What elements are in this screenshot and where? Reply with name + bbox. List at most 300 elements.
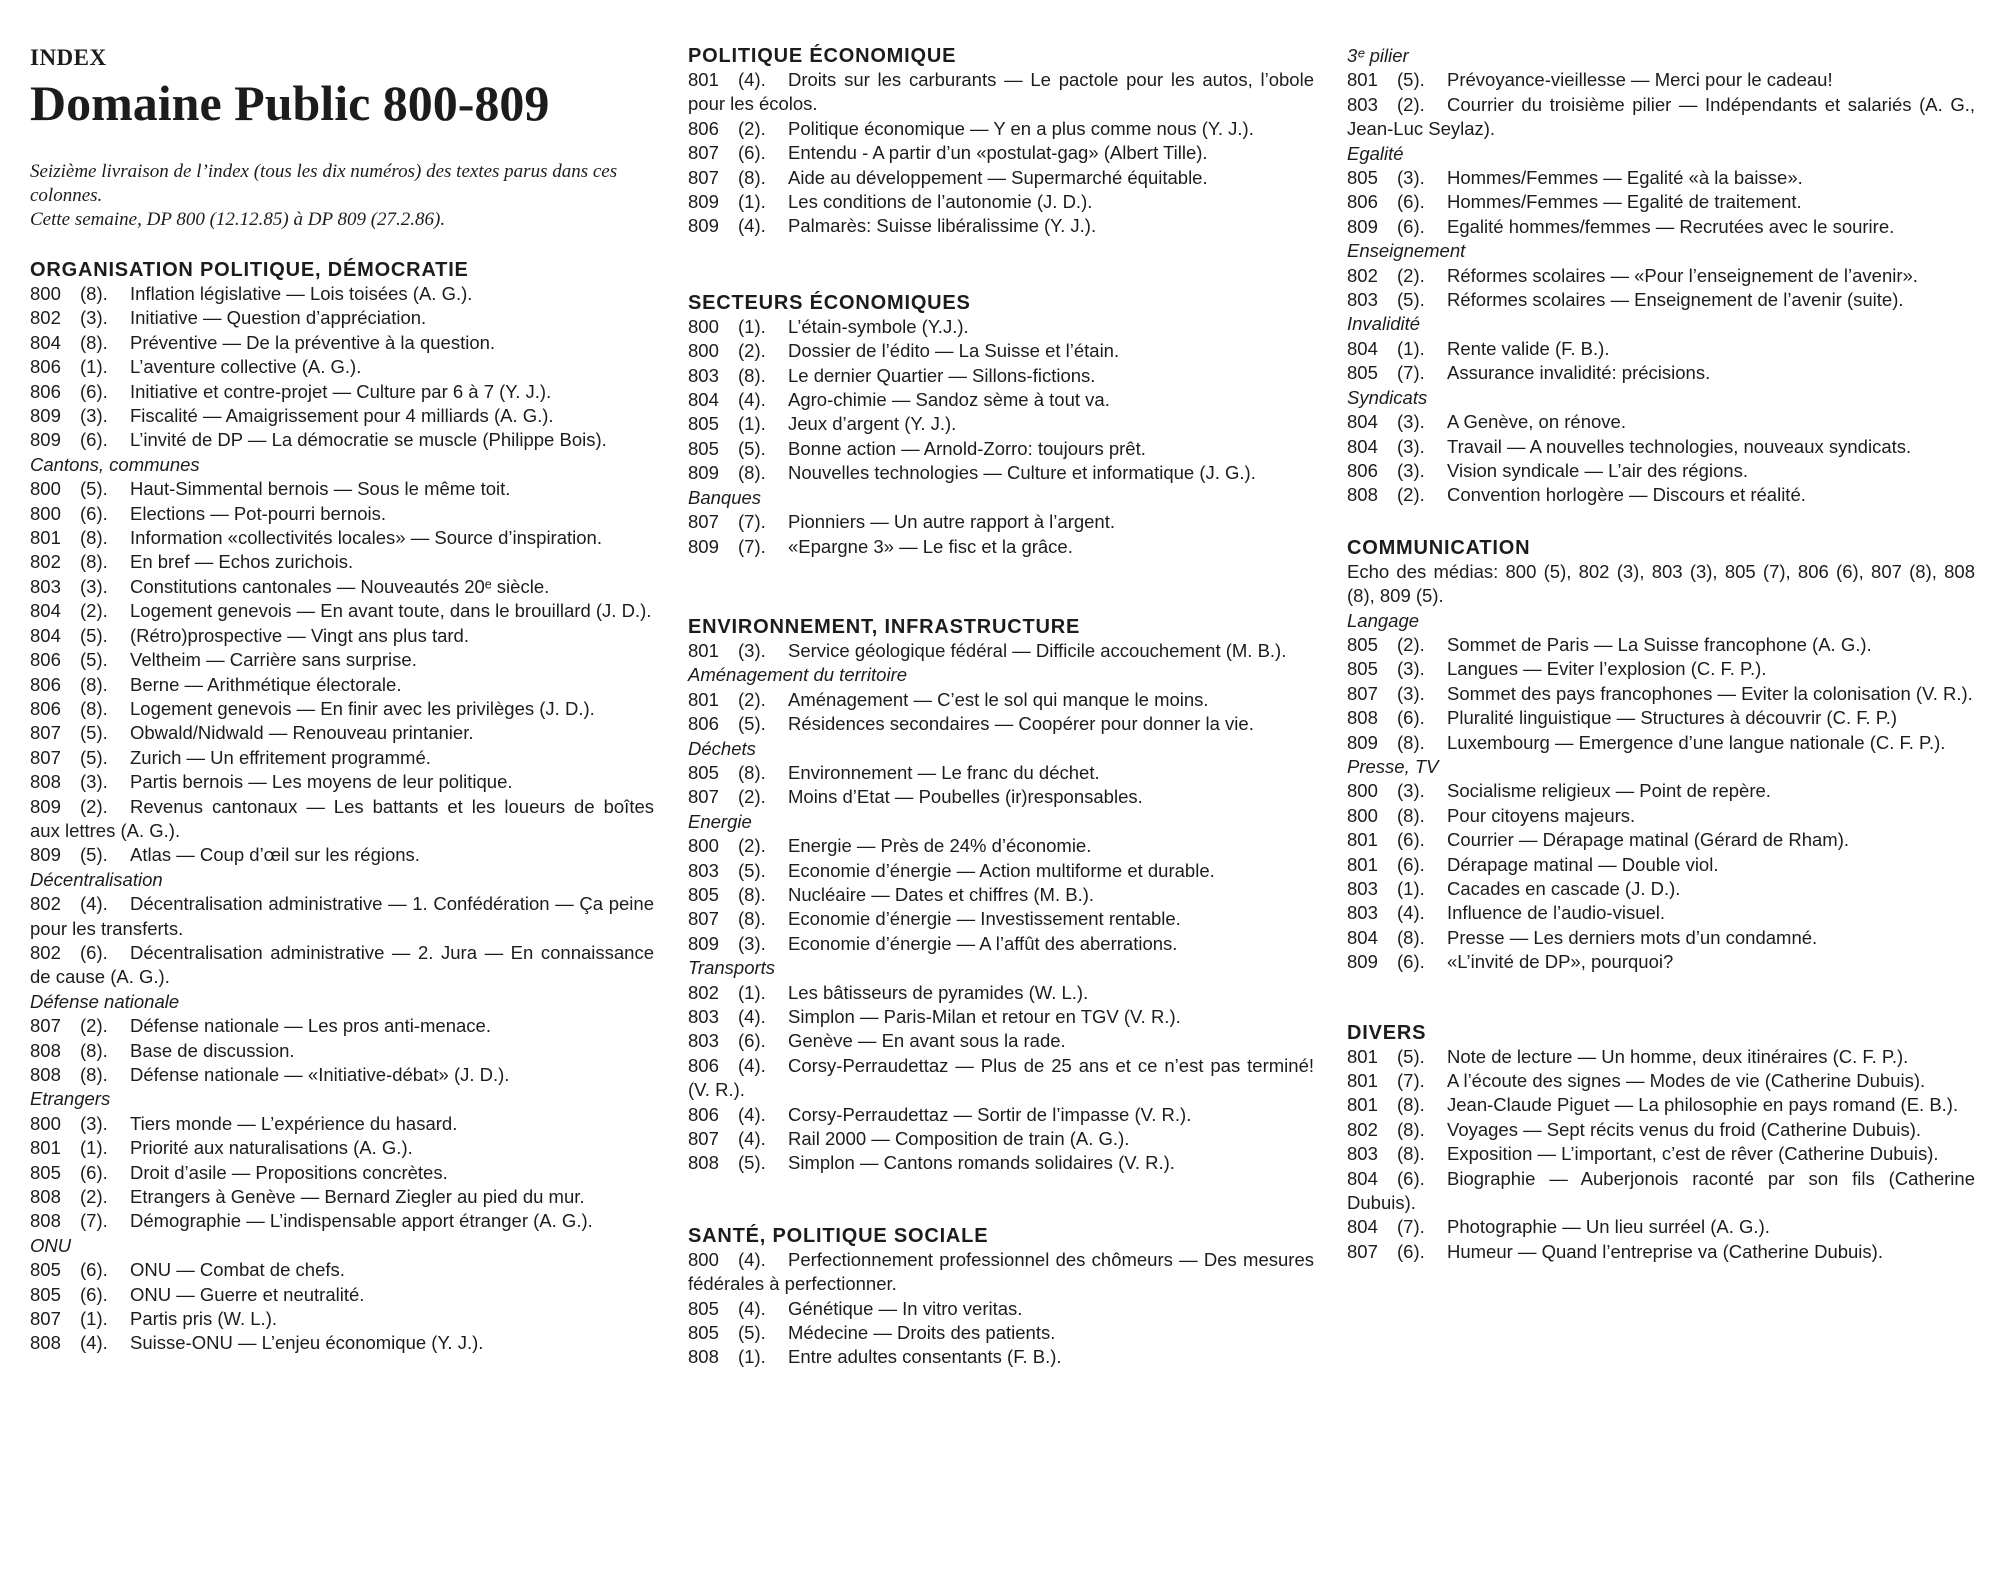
page-ref: (5). [80,844,108,866]
entry-text: Pour citoyens majeurs. [1447,804,1636,826]
page-ref: (3). [738,639,766,661]
issue-number: 805 [30,1283,61,1305]
issue-number: 802 [30,551,61,573]
index-entry [688,190,1314,214]
page-ref: (7). [738,535,766,557]
index-entry [1347,1118,1975,1142]
page-ref: (3). [80,575,108,597]
entry-text: Jeux d’argent (Y. J.). [788,413,957,435]
index-entry [30,380,654,404]
page-ref: (3). [1397,658,1425,680]
entry-text: Partis pris (W. L.). [130,1308,277,1330]
entry-text: Langues — Eviter l’explosion (C. F. P.). [1447,658,1767,680]
index-entry [30,673,654,697]
entry-text: Obwald/Nidwald — Renouveau printanier. [130,722,474,744]
entry-text: Défense nationale — «Initiative-débat» (J. D.). [130,1064,510,1085]
index-entry [30,428,654,452]
page-ref: (8). [738,364,766,386]
index-entry [1347,459,1975,483]
entry-text: Egalité hommes/femmes — Recrutées avec le sourire. [1447,215,1895,237]
index-entry [688,1005,1314,1029]
entry-text: Sommet des pays francophones — Eviter la colonisation (V. R.). [1447,682,1973,704]
issue-number: 804 [1347,1216,1378,1238]
issue-number: 804 [30,331,61,353]
entry-text: Aménagement — C’est le sol qui manque le moins. [788,688,1209,710]
page-ref: (8). [1397,1094,1425,1116]
issue-number: 809 [688,535,719,557]
index-entry [30,404,654,428]
page-ref: (4). [738,1128,766,1150]
page-ref: (1). [80,1308,108,1330]
issue-number: 804 [1347,337,1378,359]
index-entry [688,437,1314,461]
entry-text: Note de lecture — Un homme, deux itinéraires (C. F. P.). [1447,1045,1909,1067]
index-entry [1347,1069,1975,1093]
page-ref: (5). [80,722,108,744]
entry-text: Tiers monde — L’expérience du hasard. [130,1112,458,1134]
entry-text: Nucléaire — Dates et chiffres (M. B.). [788,883,1095,905]
page-ref: (5). [738,1152,766,1174]
entry-text: Entendu - A partir d’un «postulat-gag» (Albert Tille). [788,142,1208,164]
issue-number: 804 [30,600,61,622]
page-ref: (5). [738,859,766,881]
entry-text: Réformes scolaires — «Pour l’enseignement de l’avenir». [1447,264,1918,286]
entry-text: Rente valide (F. B.). [1447,337,1610,359]
page-ref: (4). [80,1332,108,1354]
page-ref: (7). [1397,1216,1425,1238]
entry-text: Agro-chimie — Sandoz sème à tout va. [788,389,1110,411]
issue-number: 807 [688,786,719,808]
page-ref: (6). [80,429,108,451]
entry-text: Aide au développement — Supermarché équitable. [788,166,1208,188]
issue-number: 809 [30,429,61,451]
entry-text: Courrier — Dérapage matinal (Gérard de Rham). [1447,829,1850,851]
issue-number: 800 [30,502,61,524]
entry-text: Rail 2000 — Composition de train (A. G.). [788,1128,1130,1150]
entry-text: Droits sur les carburants — Le pactole pour les autos, l’obole pour les écolos. [688,69,1314,115]
entry-text: Convention horlogère — Discours et réalité. [1447,484,1806,506]
issue-number: 801 [1347,69,1378,91]
index-entry [1347,264,1975,288]
index-section [1347,44,1975,508]
issue-number: 802 [30,893,61,915]
index-entry [1347,828,1975,852]
index-entry [688,1248,1314,1297]
page-ref: (5). [738,437,766,459]
entry-text: Pluralité linguistique — Structures à découvrir (C. F. P.) [1447,707,1898,729]
page-ref: (6). [1397,1167,1425,1189]
issue-number: 804 [1347,1167,1378,1189]
section-title: ENVIRONNEMENT, INFRASTRUCTURE [688,615,1081,638]
index-entry [30,746,654,770]
entry-text: Moins d’Etat — Poubelles (ir)responsables. [788,786,1143,808]
index-entry [1347,288,1975,312]
issue-number: 808 [688,1346,719,1368]
page-ref: (5). [80,478,108,500]
index-entry [688,535,1314,559]
page-ref: (5). [80,649,108,671]
index-entry [688,166,1314,190]
entry-text: Simplon — Cantons romands solidaires (V. R.). [788,1152,1175,1174]
page-ref: (2). [738,117,766,139]
page-title: Domaine Public 800-809 [30,75,550,131]
index-entry [30,1014,654,1038]
issue-number: 801 [30,1137,61,1159]
issue-number: 802 [30,307,61,329]
entry-text: Atlas — Coup d’œil sur les régions. [130,844,420,866]
entry-text: Cacades en cascade (J. D.). [1447,878,1681,899]
issue-number: 805 [1347,362,1378,384]
entry-text: Corsy-Perraudettaz — Sortir de l’impasse (V. R.). [788,1103,1192,1125]
issue-number: 801 [688,688,719,710]
index-section [688,1224,1314,1370]
issue-number: 801 [30,527,61,549]
issue-number: 807 [1347,682,1378,704]
index-entry [688,339,1314,363]
index-entry [30,1063,654,1087]
page-ref: (4). [80,893,108,915]
page-ref: (8). [738,761,766,783]
issue-number: 808 [30,1210,61,1232]
index-entry [30,282,654,306]
entry-text: ONU — Guerre et neutralité. [130,1283,365,1305]
page-ref: (8). [1397,731,1425,753]
entry-text: Bonne action — Arnold-Zorro: toujours prêt. [788,437,1146,459]
index-entry [688,1321,1314,1345]
intro-line-1: Seizième livraison de l’index (tous les dix numéros) des textes parus dans ces colonnes. [30,161,618,206]
issue-number: 800 [1347,780,1378,802]
subsection-title: ONU [30,1234,72,1256]
page-ref: (1). [738,981,766,1003]
subsection-title: 3ᵉ pilier [1347,45,1409,66]
entry-text: Socialisme religieux — Point de repère. [1447,780,1771,802]
page-ref: (3). [1397,167,1425,189]
index-entry [1347,93,1975,142]
index-entry [688,859,1314,883]
index-entry [30,1209,654,1233]
issue-number: 808 [1347,484,1378,506]
page-ref: (8). [80,1039,108,1061]
page-ref: (2). [1397,264,1425,286]
page-ref: (3). [80,405,108,427]
index-entry [688,1151,1314,1175]
issue-number: 805 [1347,167,1378,189]
page-ref: (5). [738,713,766,735]
issue-number: 809 [30,405,61,427]
issue-number: 807 [1347,1240,1378,1262]
page-ref: (8). [80,527,108,549]
index-entry [688,1029,1314,1053]
index-entry [688,1297,1314,1321]
entry-text: Perfectionnement professionnel des chômeurs — Des mesures fédérales à perfectionner. [688,1248,1314,1295]
index-entry [688,141,1314,165]
page-ref: (5). [1397,1045,1425,1067]
issue-number: 803 [30,575,61,597]
entry-text: Préventive — De la préventive à la question. [130,331,496,353]
page-ref: (1). [1397,337,1425,359]
entry-text: Travail — A nouvelles technologies, nouveaux syndicats. [1447,435,1912,457]
page-ref: (6). [1397,191,1425,213]
index-entry [688,68,1314,117]
index-entry [688,364,1314,388]
index-entry [688,510,1314,534]
index-kicker: INDEX [30,45,107,70]
index-entry [688,117,1314,141]
page-ref: (2). [1397,633,1425,655]
entry-text: Hommes/Femmes — Egalité de traitement. [1447,191,1802,213]
index-entry [1347,410,1975,434]
issue-number: 803 [1347,902,1378,924]
page-ref: (3). [80,771,108,793]
page-ref: (1). [80,356,108,378]
index-entry [30,892,654,941]
page-ref: (2). [80,1186,108,1208]
page-ref: (7). [80,1210,108,1232]
page-ref: (3). [1397,459,1425,481]
page-ref: (8). [1397,804,1425,826]
entry-text: Photographie — Un lieu surréel (A. G.). [1447,1216,1770,1238]
page-ref: (6). [738,142,766,164]
entry-text: Entre adultes consentants (F. B.). [788,1346,1062,1368]
issue-number: 800 [688,835,719,857]
index-entry [688,1345,1314,1369]
issue-number: 803 [1347,93,1378,115]
page-ref: (8). [1397,1143,1425,1165]
page-ref: (8). [80,331,108,353]
index-entry [30,795,654,844]
page-ref: (3). [1397,682,1425,704]
issue-number: 800 [30,1112,61,1134]
issue-number: 804 [1347,435,1378,457]
index-entry [688,1054,1314,1103]
issue-number: 807 [30,746,61,768]
entry-text: Génétique — In vitro veritas. [788,1297,1023,1319]
entry-text: L’invité de DP — La démocratie se muscle (Philippe Bois). [130,429,607,451]
entry-text: Logement genevois — En avant toute, dans le brouillard (J. D.). [130,600,652,622]
index-entry [1347,1215,1975,1239]
index-entry [1347,166,1975,190]
page-ref: (5). [1397,69,1425,91]
index-entry [1347,926,1975,950]
issue-number: 806 [688,117,719,139]
issue-number: 804 [1347,411,1378,433]
index-entry [30,721,654,745]
index-entry [30,575,654,599]
index-entry [30,697,654,721]
page-ref: (2). [80,600,108,622]
index-entry [30,526,654,550]
index-entry [1347,337,1975,361]
issue-number: 809 [1347,951,1378,973]
entry-text: «L’invité de DP», pourquoi? [1447,951,1674,973]
page-ref: (2). [80,1015,108,1037]
issue-number: 809 [1347,215,1378,237]
issue-number: 809 [30,795,61,817]
index-entry [688,785,1314,809]
subsection-title: Aménagement du territoire [688,664,908,686]
index-section [688,291,1314,559]
index-entry [688,412,1314,436]
entry-text: Corsy-Perraudettaz — Plus de 25 ans et ce n’est pas terminé! (V. R.). [688,1054,1314,1101]
index-section [30,258,654,1356]
index-entry [1347,1093,1975,1117]
entry-text: Haut-Simmental bernois — Sous le même toit. [130,478,511,500]
page-ref: (8). [80,283,108,304]
issue-number: 801 [1347,1070,1378,1092]
issue-number: 807 [688,511,719,533]
index-entry [1347,731,1975,755]
page-ref: (6). [1397,951,1425,973]
issue-number: 803 [688,364,719,386]
index-entry [1347,706,1975,730]
subsection-title: Banques [688,486,762,508]
page-ref: (1). [738,1346,766,1368]
issue-number: 806 [688,1103,719,1125]
intro-line-2: Cette semaine, DP 800 (12.12.85) à DP 809 (27.2.86). [30,209,446,230]
entry-text: L’aventure collective (A. G.). [130,356,362,378]
page-ref: (8). [80,551,108,573]
index-entry [688,981,1314,1005]
issue-number: 807 [688,908,719,930]
index-entry [30,599,654,623]
issue-number: 806 [30,380,61,402]
index-entry [1347,215,1975,239]
index-entry [688,1127,1314,1151]
page-ref: (8). [738,462,766,484]
issue-number: 801 [688,69,719,90]
entry-text: Exposition — L’important, c’est de rêver (Catherine Dubuis). [1447,1143,1939,1165]
issue-number: 807 [688,142,719,164]
subsection-title: Langage [1347,609,1420,631]
index-entry [688,712,1314,736]
page-ref: (4). [1397,902,1425,924]
index-entry [1347,950,1975,974]
entry-text: Politique économique — Y en a plus comme nous (Y. J.). [788,117,1254,139]
subsection-title: Syndicats [1347,386,1428,408]
issue-number: 808 [30,1039,61,1061]
page-ref: (2). [1397,93,1425,115]
entry-text: Energie — Près de 24% d’économie. [788,835,1092,857]
section-title: SECTEURS ÉCONOMIQUES [688,291,971,314]
issue-number: 805 [688,437,719,459]
page-ref: (6). [80,1259,108,1281]
issue-number: 805 [30,1161,61,1183]
entry-text: ONU — Combat de chefs. [130,1259,345,1281]
issue-number: 806 [30,673,61,695]
entry-text: Berne — Arithmétique électorale. [130,673,402,695]
issue-number: 802 [30,941,61,963]
page-ref: (4). [738,1103,766,1125]
index-entry [30,331,654,355]
entry-text: Démographie — L’indispensable apport étranger (A. G.). [130,1210,593,1232]
issue-number: 804 [1347,926,1378,948]
issue-number: 809 [688,215,719,237]
entry-text: L’étain-symbole (Y.J.). [788,315,969,337]
entry-text: Genève — En avant sous la rade. [788,1030,1066,1052]
issue-number: 808 [688,1152,719,1174]
intro-text [30,160,654,232]
entry-text: Sommet de Paris — La Suisse francophone (A. G.). [1447,633,1872,655]
issue-number: 805 [688,1322,719,1344]
entry-text: Information «collectivités locales» — Source d’inspiration. [130,527,602,549]
index-entry [688,834,1314,858]
page-ref: (5). [738,1322,766,1344]
issue-number: 808 [30,771,61,793]
subsection-title: Enseignement [1347,240,1466,262]
index-section [1347,1021,1975,1265]
index-entry [30,306,654,330]
issue-number: 805 [1347,658,1378,680]
index-entry [30,1307,654,1331]
index-entry [688,907,1314,931]
index-entry [1347,657,1975,681]
index-entry [688,761,1314,785]
issue-number: 802 [1347,1118,1378,1140]
entry-text: Nouvelles technologies — Culture et informatique (J. G.). [788,462,1256,484]
entry-text: Pionniers — Un autre rapport à l’argent. [788,511,1116,533]
page-ref: (8). [80,697,108,719]
page-ref: (8). [1397,926,1425,948]
entry-text: Constitutions cantonales — Nouveautés 20ᵉ siècle. [130,575,550,597]
entry-text: Décentralisation administrative — 1. Confédération — Ça peine pour les transferts. [30,893,654,939]
issue-number: 800 [1347,804,1378,826]
index-entry [688,388,1314,412]
index-entry [688,214,1314,238]
entry-text: Jean-Claude Piguet — La philosophie en pays romand (E. B.). [1447,1094,1959,1116]
index-entry [30,624,654,648]
index-entry [30,550,654,574]
issue-number: 806 [688,1054,719,1076]
index-entry [688,1103,1314,1127]
page-ref: (6). [80,380,108,402]
entry-text: Initiative et contre-projet — Culture par 6 à 7 (Y. J.). [130,380,552,402]
issue-number: 809 [688,462,719,484]
entry-text: Economie d’énergie — A l’affût des aberrations. [788,932,1178,954]
page-ref: (4). [738,389,766,411]
index-entry [688,639,1314,663]
index-entry [30,1283,654,1307]
index-entry [688,932,1314,956]
page-ref: (1). [738,413,766,435]
index-entry [30,1185,654,1209]
entry-text: Veltheim — Carrière sans surprise. [130,649,417,671]
entry-text: Décentralisation administrative — 2. Jura — En connaissance de cause (A. G.). [30,941,654,988]
issue-number: 805 [688,1297,719,1319]
column-1 [30,44,654,1402]
subsection-title: Etrangers [30,1088,111,1110]
index-entry [1347,68,1975,92]
index-entry [30,502,654,526]
entry-text: Biographie — Auberjonois raconté par son fils (Catherine Dubuis). [1347,1167,1975,1214]
page-ref: (5). [80,624,108,646]
page-ref: (3). [1397,411,1425,433]
issue-number: 803 [1347,878,1378,899]
entry-text: Partis bernois — Les moyens de leur politique. [130,771,513,793]
page-ref: (6). [1397,707,1425,729]
page-ref: (8). [80,673,108,695]
index-entry [688,315,1314,339]
entry-text: Voyages — Sept récits venus du froid (Catherine Dubuis). [1447,1118,1922,1140]
entry-text: Influence de l’audio-visuel. [1447,902,1666,924]
entry-text: Suisse-ONU — L’enjeu économique (Y. J.). [130,1332,484,1354]
section-title: DIVERS [1347,1021,1427,1044]
page-ref: (3). [80,307,108,329]
issue-number: 806 [30,697,61,719]
entry-text: Luxembourg — Emergence d’une langue nationale (C. F. P.). [1447,731,1946,753]
page-ref: (6). [738,1030,766,1052]
entry-text: Humeur — Quand l’entreprise va (Catherine Dubuis). [1447,1240,1883,1262]
issue-number: 801 [1347,1094,1378,1116]
